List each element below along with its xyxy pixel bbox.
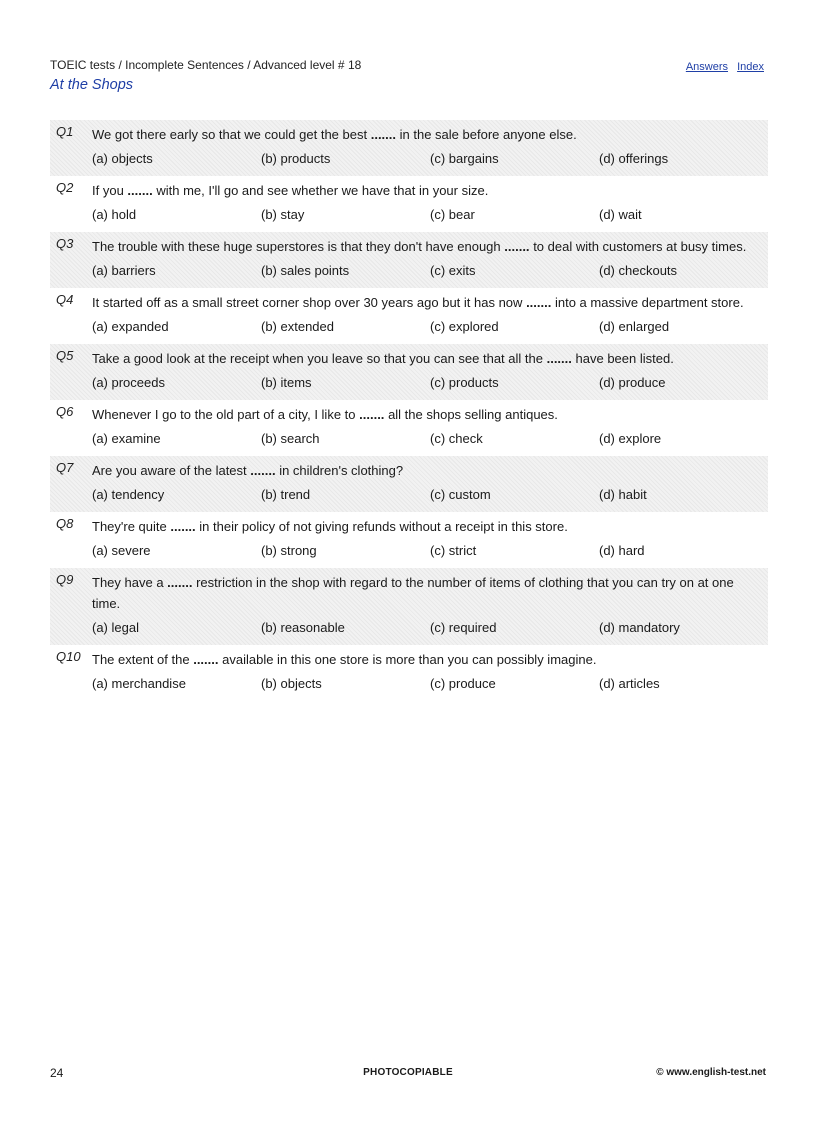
answer-blank: ....... [167, 575, 193, 590]
option-b[interactable]: (b) reasonable [261, 620, 345, 635]
answer-options [92, 674, 768, 694]
option-a[interactable]: (a) examine [92, 431, 161, 446]
option-d[interactable]: (d) checkouts [599, 263, 678, 278]
question-text: Take a good look at the receipt when you leave so that you can see that all the ....... have been listed. [92, 351, 674, 366]
question-text: It started off as a small street corner shop over 30 years ago but it has now ....... into a massive department store. [92, 295, 744, 310]
question-text: If you ....... with me, I'll go and see whether we have that in your size. [92, 183, 489, 198]
option-a[interactable]: (a) expanded [92, 319, 169, 334]
copyright-notice: © www.english-test.net [656, 1067, 766, 1078]
question-item [50, 512, 768, 568]
question-number: Q3 [56, 236, 74, 251]
question-text: The extent of the ....... available in this one store is more than you can possibly imagine. [92, 652, 597, 667]
option-c[interactable]: (c) products [430, 375, 499, 390]
option-b[interactable]: (b) stay [261, 207, 305, 222]
answer-blank: ....... [127, 183, 153, 198]
question-text: Are you aware of the latest ....... in children's clothing? [92, 463, 404, 478]
option-c[interactable]: (c) bear [430, 207, 475, 222]
answer-blank: ....... [370, 127, 397, 142]
answer-options [92, 618, 768, 638]
option-b[interactable]: (b) products [261, 151, 331, 166]
option-c[interactable]: (c) explored [430, 319, 499, 334]
question-number: Q10 [56, 649, 81, 664]
question-number: Q6 [56, 404, 74, 419]
answer-blank: ....... [193, 652, 219, 667]
option-d[interactable]: (d) offerings [599, 151, 669, 166]
option-d[interactable]: (d) produce [599, 375, 666, 390]
breadcrumb: TOEIC tests / Incomplete Sentences / Advanced level # 18 [50, 58, 362, 72]
option-b[interactable]: (b) sales points [261, 263, 350, 278]
option-c[interactable]: (c) produce [430, 676, 496, 691]
answer-blank: ....... [504, 239, 530, 254]
index-link[interactable]: Index [737, 61, 764, 73]
question-text: Whenever I go to the old part of a city, I like to ....... all the shops selling antiques. [92, 407, 558, 422]
question-item [50, 568, 768, 645]
question-text: The trouble with these huge superstores is that they don't have enough ....... to deal with customers at busy times. [92, 239, 747, 254]
question-item [50, 400, 768, 456]
option-a[interactable]: (a) tendency [92, 487, 165, 502]
question-item [50, 120, 768, 176]
question-number: Q4 [56, 292, 74, 307]
question-item [50, 344, 768, 400]
option-a[interactable]: (a) severe [92, 543, 151, 558]
option-b[interactable]: (b) objects [261, 676, 322, 691]
question-text: We got there early so that we could get the best ....... in the sale before anyone else. [92, 127, 577, 142]
option-d[interactable]: (d) hard [599, 543, 645, 558]
option-d[interactable]: (d) explore [599, 431, 662, 446]
answer-blank: ....... [250, 463, 276, 478]
question-text: They have a ....... restriction in the shop with regard to the number of items of clothing that you can try on at one time. [92, 575, 734, 611]
answer-options [92, 261, 768, 281]
question-item [50, 645, 768, 701]
option-c[interactable]: (c) bargains [430, 151, 499, 166]
question-number: Q2 [56, 180, 74, 195]
option-b[interactable]: (b) trend [261, 487, 311, 502]
photocopiable-label: PHOTOCOPIABLE [363, 1067, 453, 1078]
option-b[interactable]: (b) search [261, 431, 320, 446]
page-header [50, 58, 766, 98]
question-number: Q7 [56, 460, 74, 475]
question-number: Q8 [56, 516, 74, 531]
question-item [50, 288, 768, 344]
option-c[interactable]: (c) check [430, 431, 483, 446]
answer-blank: ....... [546, 351, 572, 366]
answer-options [92, 149, 768, 169]
question-item [50, 176, 768, 232]
question-item [50, 232, 768, 288]
answer-blank: ....... [170, 519, 196, 534]
option-d[interactable]: (d) articles [599, 676, 660, 691]
option-b[interactable]: (b) extended [261, 319, 334, 334]
answer-options [92, 205, 768, 225]
option-a[interactable]: (a) legal [92, 620, 139, 635]
answer-options [92, 429, 768, 449]
question-list [50, 120, 768, 701]
question-number: Q5 [56, 348, 74, 363]
option-d[interactable]: (d) wait [599, 207, 642, 222]
option-d[interactable]: (d) mandatory [599, 620, 680, 635]
option-d[interactable]: (d) habit [599, 487, 647, 502]
page-title: At the Shops [50, 77, 134, 93]
answer-options [92, 541, 768, 561]
option-a[interactable]: (a) proceeds [92, 375, 165, 390]
question-number: Q9 [56, 572, 74, 587]
question-item [50, 456, 768, 512]
option-a[interactable]: (a) merchandise [92, 676, 186, 691]
answer-options [92, 317, 768, 337]
page-number: 24 [50, 1066, 64, 1080]
option-c[interactable]: (c) exits [430, 263, 476, 278]
header-links [680, 61, 764, 73]
option-c[interactable]: (c) custom [430, 487, 491, 502]
question-text: They're quite ....... in their policy of not giving refunds without a receipt in this store. [92, 519, 568, 534]
question-number: Q1 [56, 124, 74, 139]
page-footer [50, 1066, 766, 1082]
option-c[interactable]: (c) strict [430, 543, 477, 558]
answer-options [92, 373, 768, 393]
option-a[interactable]: (a) objects [92, 151, 153, 166]
answer-blank: ....... [359, 407, 385, 422]
answer-blank: ....... [526, 295, 552, 310]
option-c[interactable]: (c) required [430, 620, 497, 635]
option-d[interactable]: (d) enlarged [599, 319, 670, 334]
option-a[interactable]: (a) barriers [92, 263, 156, 278]
answers-link[interactable]: Answers [685, 61, 729, 73]
answer-options [92, 485, 768, 505]
option-b[interactable]: (b) items [261, 375, 312, 390]
option-a[interactable]: (a) hold [92, 207, 137, 222]
option-b[interactable]: (b) strong [261, 543, 317, 558]
